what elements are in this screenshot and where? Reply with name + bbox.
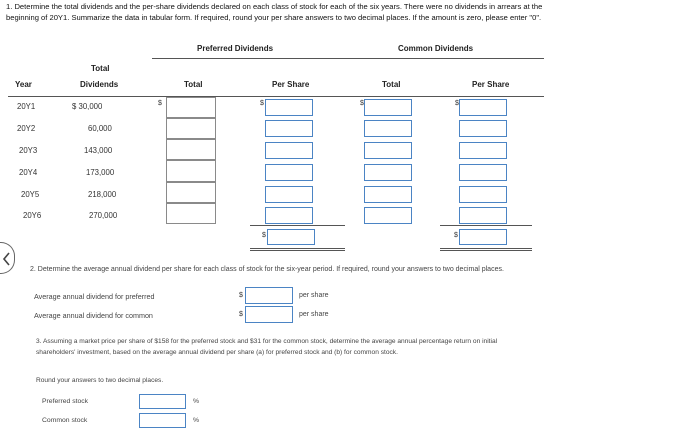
com-sum-dollar-sign: $ [454, 232, 458, 239]
pref-total-20y6-input[interactable] [166, 203, 216, 224]
year-20y6: 20Y6 [23, 211, 42, 220]
com-total-20y3-input[interactable] [364, 142, 412, 159]
avg-dividend-preferred-input[interactable] [245, 287, 293, 304]
question-3-line-1: 3. Assuming a market price per share of $158 for the preferred stock and $31 for the common stock, determine the average annual percentage return on initial [36, 338, 498, 345]
com-per-share-sum-input[interactable] [459, 229, 507, 245]
com-total-dollar-sign: $ [360, 100, 364, 107]
com-sum-top-rule [440, 225, 532, 226]
avg-com-dollar-sign: $ [239, 311, 243, 318]
col-preferred-per-share: Per Share [272, 80, 310, 89]
com-per-share-20y6-input[interactable] [459, 207, 507, 224]
pref-total-20y1-input[interactable] [166, 97, 216, 118]
pref-sum-double-rule-2 [250, 250, 345, 251]
year-20y3: 20Y3 [19, 146, 38, 155]
previous-nav-tab[interactable] [0, 242, 15, 274]
com-per-share-20y3-input[interactable] [459, 142, 507, 159]
pref-per-share-20y1-input[interactable] [265, 99, 313, 116]
pref-total-20y2-input[interactable] [166, 118, 216, 139]
col-year: Year [15, 80, 32, 89]
total-dividends-20y4: 173,000 [86, 168, 115, 177]
common-stock-label: Common stock [42, 417, 88, 424]
com-total-20y2-input[interactable] [364, 120, 412, 137]
avg-dividend-preferred-label: Average annual dividend for preferred [34, 292, 155, 301]
preferred-stock-return-input[interactable] [139, 394, 186, 409]
pref-per-share-20y4-input[interactable] [265, 164, 313, 181]
com-per-share-20y1-input[interactable] [459, 99, 507, 116]
avg-dividend-common-label: Average annual dividend for common [34, 311, 153, 320]
pref-per-share-20y3-input[interactable] [265, 142, 313, 159]
col-total-dividends-line1: Total [91, 64, 110, 73]
com-per-share-dollar-sign: $ [455, 100, 459, 107]
year-20y2: 20Y2 [17, 124, 36, 133]
pref-total-20y4-input[interactable] [166, 160, 216, 182]
year-20y5: 20Y5 [21, 190, 40, 199]
question-1-text [6, 1, 700, 23]
avg-com-unit: per share [299, 311, 329, 318]
avg-pref-unit: per share [299, 292, 329, 299]
pref-total-20y3-input[interactable] [166, 139, 216, 160]
preferred-stock-label: Preferred stock [42, 398, 89, 405]
com-sum-double-rule-1 [440, 248, 532, 249]
com-total-20y4-input[interactable] [364, 164, 412, 181]
col-total-dividends-line2: Dividends [80, 80, 119, 89]
total-dividends-20y6: 270,000 [89, 211, 118, 220]
col-preferred-total: Total [184, 80, 203, 89]
com-per-share-20y4-input[interactable] [459, 164, 507, 181]
question-3-text [36, 336, 497, 358]
common-stock-return-input[interactable] [139, 413, 186, 428]
chevron-left-icon [2, 252, 11, 266]
avg-pref-dollar-sign: $ [239, 292, 243, 299]
question-2-text: 2. Determine the average annual dividend per share for each class of stock for the six-year period. If required, round your answers to two decimal places. [30, 266, 504, 273]
pref-sum-double-rule-1 [250, 248, 345, 249]
com-sum-double-rule-2 [440, 250, 532, 251]
common-percent-unit: % [193, 417, 200, 424]
total-dividends-20y3: 143,000 [84, 146, 113, 155]
column-header-rule [8, 96, 544, 97]
pref-total-20y5-input[interactable] [166, 182, 216, 203]
total-dividends-20y2: 60,000 [88, 124, 112, 133]
col-common-per-share: Per Share [472, 80, 510, 89]
pref-sum-top-rule [250, 225, 345, 226]
pref-total-dollar-sign: $ [158, 100, 162, 107]
com-per-share-20y2-input[interactable] [459, 120, 507, 137]
pref-per-share-sum-input[interactable] [267, 229, 315, 245]
total-dividends-20y1: $ 30,000 [72, 102, 103, 111]
col-common-total: Total [382, 80, 401, 89]
pref-per-share-20y5-input[interactable] [265, 186, 313, 203]
question-1-line-2: beginning of 20Y1. Summarize the data in tabular form. If required, round your per share answers to two decimal places. If the amount is zero, please enter "0". [6, 13, 542, 22]
com-total-20y1-input[interactable] [364, 99, 412, 116]
pref-per-share-dollar-sign: $ [260, 100, 264, 107]
group-header-rule [152, 58, 544, 59]
question-3-line-2: shareholders' investment, based on the average annual dividend per share (a) for preferred stock and (b) for common stock. [36, 349, 398, 356]
pref-sum-dollar-sign: $ [262, 232, 266, 239]
preferred-dividends-header: Preferred Dividends [197, 44, 274, 53]
com-total-20y5-input[interactable] [364, 186, 412, 203]
avg-dividend-common-input[interactable] [245, 306, 293, 323]
year-20y4: 20Y4 [19, 168, 38, 177]
com-per-share-20y5-input[interactable] [459, 186, 507, 203]
preferred-percent-unit: % [193, 398, 200, 405]
com-total-20y6-input[interactable] [364, 207, 412, 224]
pref-per-share-20y6-input[interactable] [265, 207, 313, 224]
pref-per-share-20y2-input[interactable] [265, 120, 313, 137]
round-note: Round your answers to two decimal places. [36, 377, 164, 384]
question-1-line-1: 1. Determine the total dividends and the per-share dividends declared on each class of stock for each of the six years. There were no dividends in arrears at the [6, 2, 543, 11]
total-dividends-20y5: 218,000 [88, 190, 117, 199]
year-20y1: 20Y1 [17, 102, 36, 111]
common-dividends-header: Common Dividends [398, 44, 474, 53]
